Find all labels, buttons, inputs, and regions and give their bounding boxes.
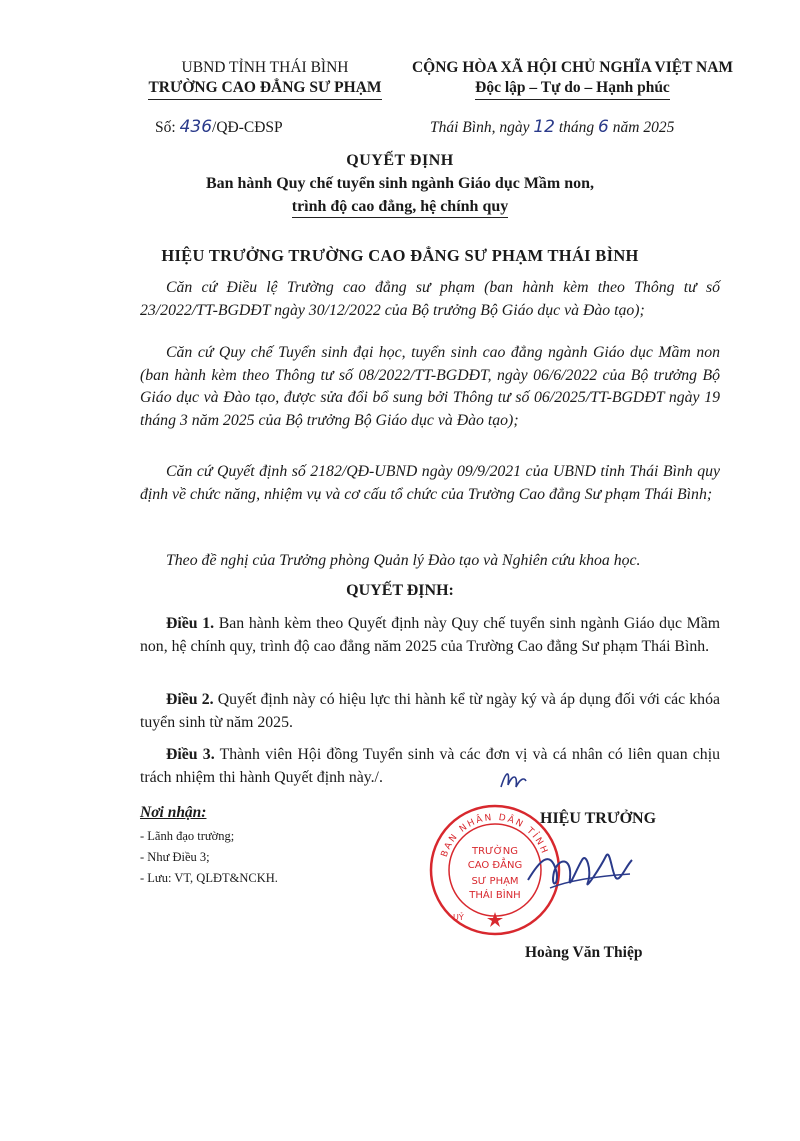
legal-basis-1: Căn cứ Điều lệ Trường cao đẳng sư phạm (ban hành kèm theo Thông tư số 23/2022/TT-BGDĐT ngày 30/12/2022 của Bộ trưởng Bộ Giáo dục và Đào tạo); — [140, 279, 720, 319]
legal-basis-2: Căn cứ Quy chế Tuyển sinh đại học, tuyển sinh cao đẳng ngành Giáo dục Mầm non (ban hành kèm theo Thông tư số 08/2022/TT-BGDĐT, ngày 06/6/2022 của Bộ trưởng Bộ Giáo dục và Đào tạo, được sửa đổi bổ sung bởi Thông tư số 06/2025/TT-BGDĐT ngày 19 tháng 3 năm 2025 của Bộ trưởng Bộ Giáo dục và Đào tạo); — [140, 344, 720, 429]
article-1 — [140, 613, 720, 658]
document-number — [155, 117, 283, 137]
decision-heading: QUYẾT ĐỊNH: — [346, 582, 454, 599]
date-prefix: Thái Bình, ngày — [430, 119, 530, 136]
signer-name: Hoàng Văn Thiệp — [525, 944, 643, 961]
recipient-item: - Như Điều 3; — [140, 850, 210, 864]
national-motto: Độc lập – Tự do – Hạnh phúc — [475, 78, 670, 100]
article-3-label: Điều 3. — [166, 746, 215, 763]
so-suffix: /QĐ-CĐSP — [212, 119, 283, 136]
signer-title: HIỆU TRƯỞNG — [540, 810, 657, 827]
handwritten-signature-icon — [520, 830, 640, 910]
initial-mark-icon — [498, 765, 528, 795]
decision-title: QUYẾT ĐỊNH — [346, 152, 454, 169]
date-month-handwritten: 6 — [598, 117, 609, 137]
national-motto-block — [405, 58, 740, 100]
national-title: CỘNG HÒA XÃ HỘI CHỦ NGHĨA VIỆT NAM — [411, 59, 734, 76]
article-2 — [140, 689, 720, 734]
article-2-label: Điều 2. — [166, 691, 214, 708]
decision-subject-line1: Ban hành Quy chế tuyển sinh ngành Giáo dục Mầm non, — [205, 175, 595, 192]
recipients-block — [140, 804, 278, 889]
proposal-basis: Theo đề nghị của Trưởng phòng Quản lý Đào tạo và Nghiên cứu khoa học. — [166, 552, 641, 569]
date-day-handwritten: 12 — [533, 117, 555, 137]
date-mid: tháng — [558, 119, 595, 136]
article-1-text: Ban hành kèm theo Quyết định này Quy chế tuyển sinh ngành Giáo dục Mầm non, hệ chính quy, trình độ cao đẳng năm 2025 của Trường Cao đẳng Sư phạm Thái Bình. — [140, 615, 720, 655]
recipient-item: - Lãnh đạo trường; — [140, 829, 235, 843]
issuer-school: TRƯỜNG CAO ĐẲNG SƯ PHẠM — [148, 78, 381, 100]
article-3 — [140, 744, 720, 789]
stamp-line2: CAO ĐẲNG — [467, 860, 523, 871]
document-date — [430, 117, 674, 137]
article-1-label: Điều 1. — [166, 615, 215, 632]
stamp-arc-text: BAN NHÂN DÂN TỈNH — [439, 812, 550, 859]
stamp-line3: SƯ PHẠM — [471, 876, 519, 887]
so-prefix: Số: — [155, 119, 176, 136]
recipient-item: - Lưu: VT, QLĐT&NCKH. — [140, 871, 278, 885]
stamp-line4: THÁI BÌNH — [469, 890, 521, 901]
stamp-bottom: UỶ — [453, 913, 464, 922]
decision-subject-line2: trình độ cao đẳng, hệ chính quy — [292, 198, 509, 218]
date-suffix: năm 2025 — [612, 119, 675, 136]
stamp-line1: TRƯỜNG — [472, 846, 518, 857]
issuer-province: UBND TỈNH THÁI BÌNH — [181, 59, 349, 76]
recipients-title: Nơi nhận: — [140, 804, 207, 821]
issuer-block — [120, 58, 410, 100]
so-number-handwritten: 436 — [179, 117, 213, 137]
article-3-text: Thành viên Hội đồng Tuyển sinh và các đơn vị và cá nhân có liên quan chịu trách nhiệm thi hành Quyết định này./. — [140, 746, 720, 786]
issuing-authority: HIỆU TRƯỞNG TRƯỜNG CAO ĐẲNG SƯ PHẠM THÁI BÌNH — [161, 246, 639, 265]
article-2-text: Quyết định này có hiệu lực thi hành kể từ ngày ký và áp dụng đối với các khóa tuyển sinh từ năm 2025. — [140, 691, 720, 731]
legal-basis-3: Căn cứ Quyết định số 2182/QĐ-UBND ngày 09/9/2021 của UBND tỉnh Thái Bình quy định về chức năng, nhiệm vụ và cơ cấu tổ chức của Trường Cao đẳng Sư phạm Thái Bình; — [140, 463, 720, 503]
